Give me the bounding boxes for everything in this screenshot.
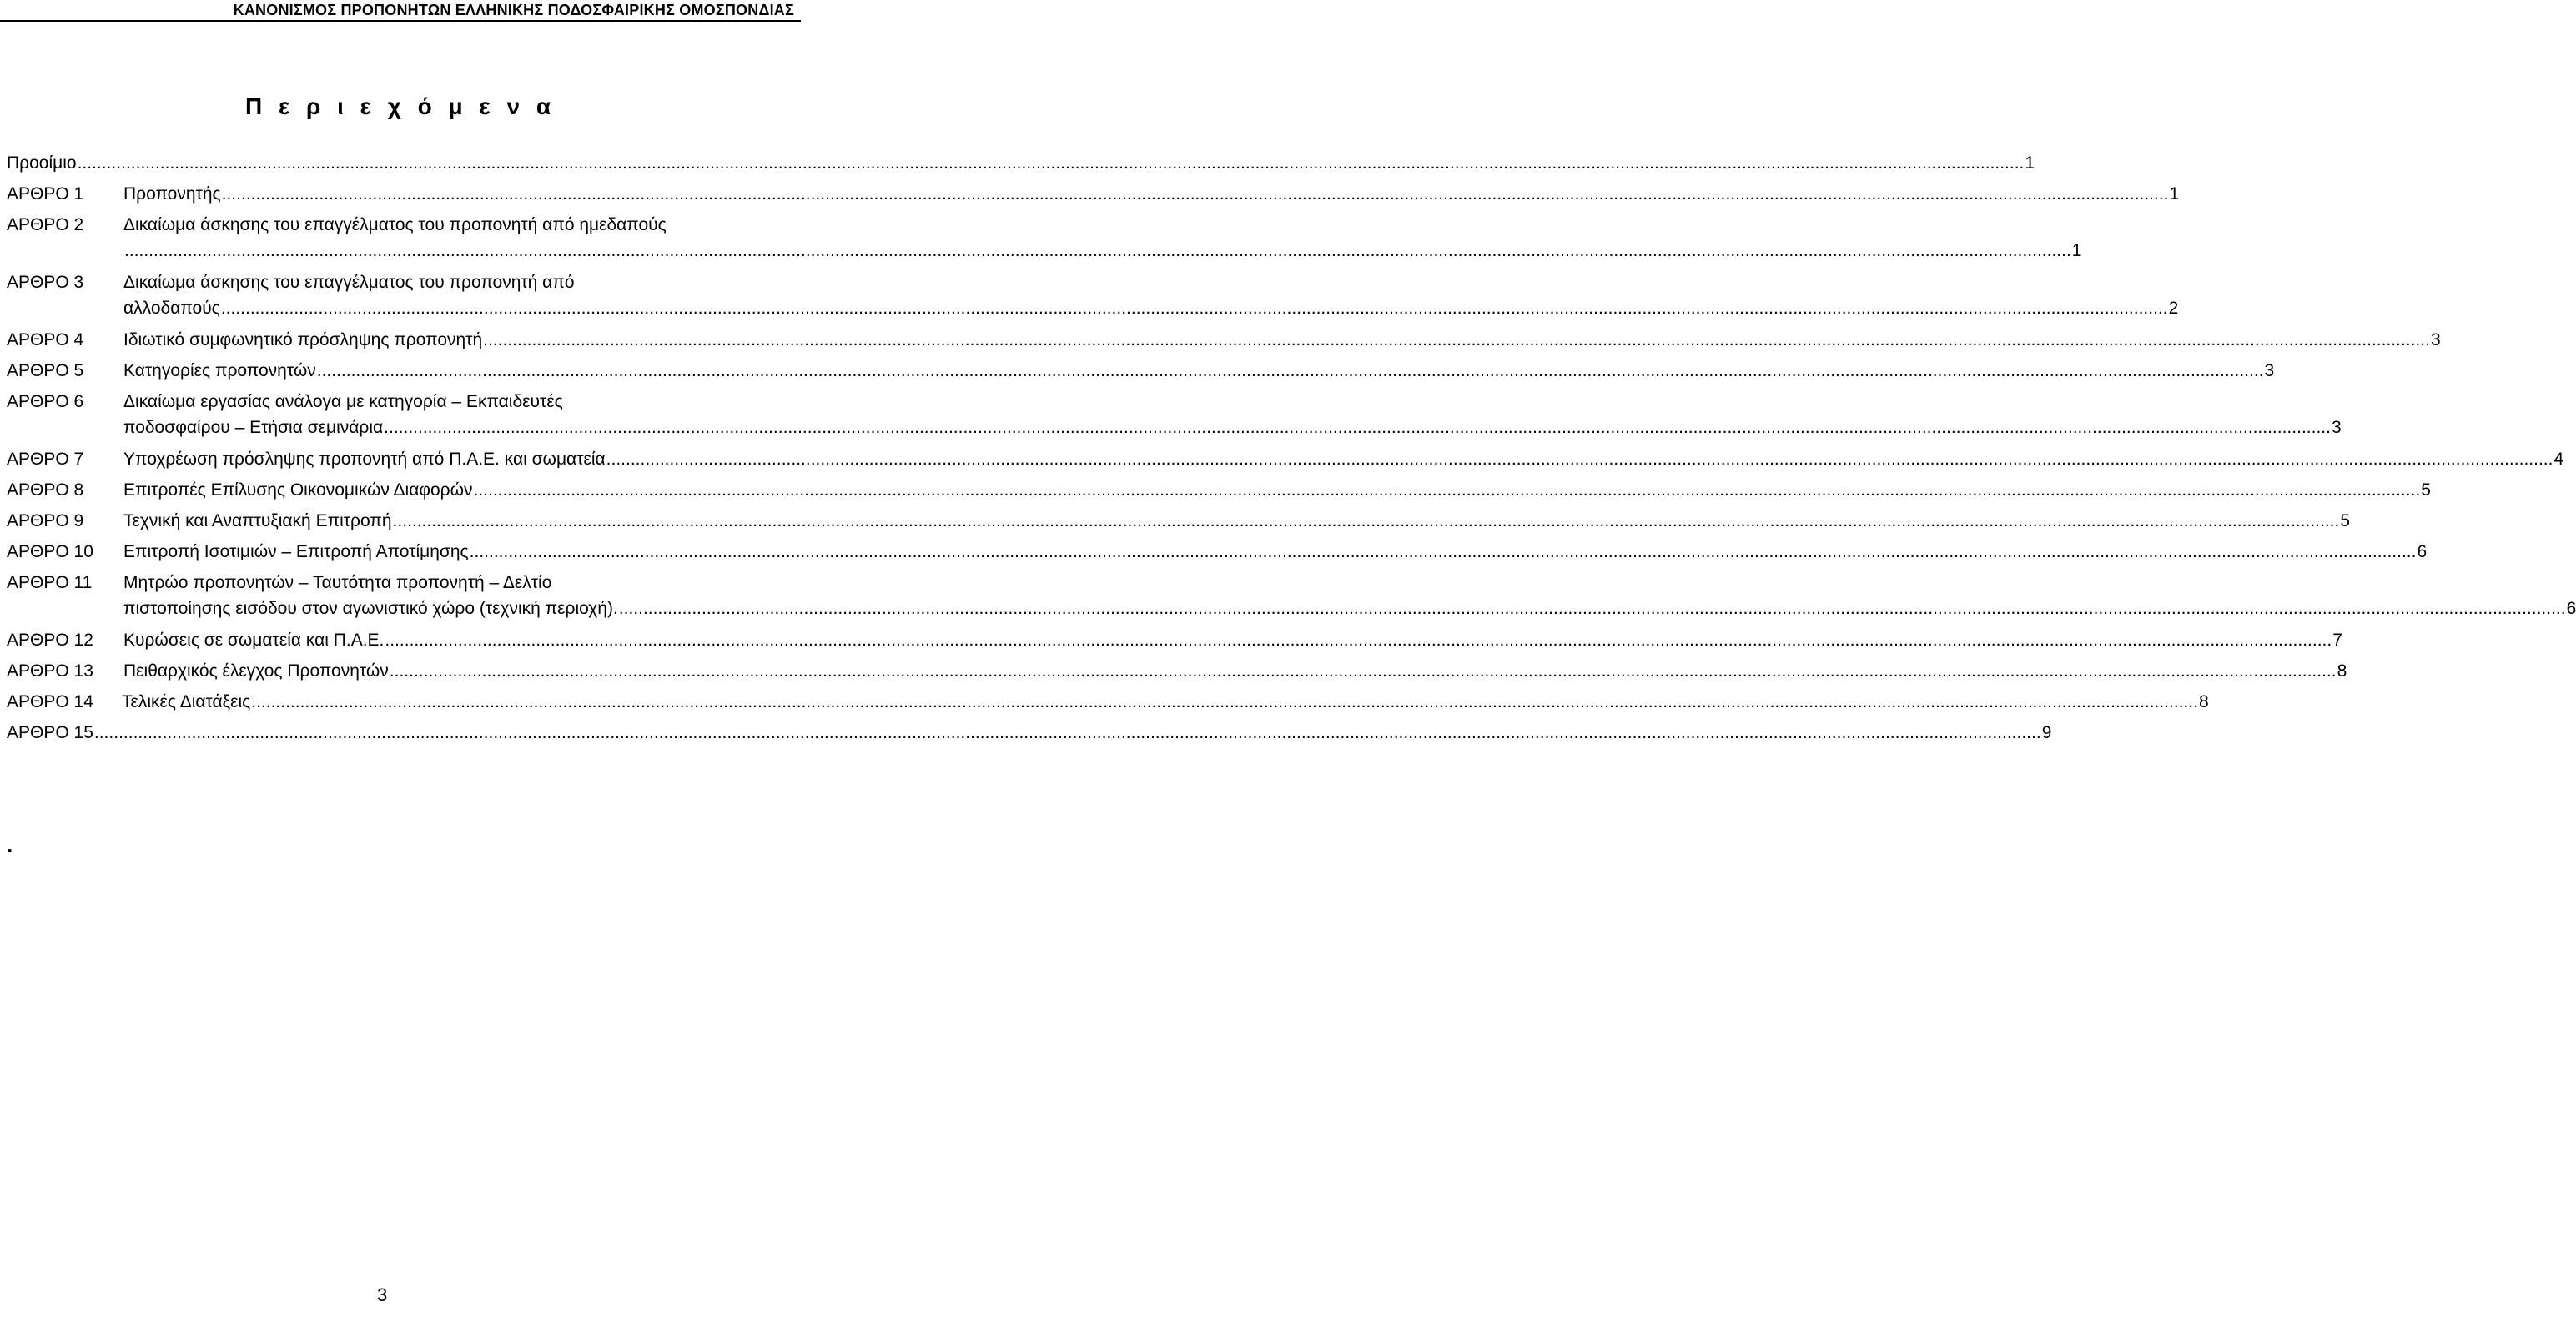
toc-entry-line: [123, 212, 794, 238]
toc-entry-line: [123, 477, 2431, 503]
toc-entry[interactable]: [7, 389, 2342, 440]
toc-entry-line: [123, 508, 2351, 534]
toc-entry-label: ΑΡΘΡΟ 4: [7, 327, 83, 353]
stray-dot: .: [7, 832, 13, 857]
toc-entry-label: ΑΡΘΡΟ 1: [7, 181, 83, 207]
dot-leader: ................................................................................................................................................................................................................................................................................................................................................................................................................: [389, 661, 2337, 681]
toc-entry-line: [123, 658, 2347, 684]
toc-entry[interactable]: [7, 358, 2275, 384]
toc-entry-line: [123, 358, 2275, 384]
dot-leader: ................................................................................................................................................................................................................................................................................................................................................................................................................: [469, 542, 2417, 561]
dot-leader: ................................................................................................................................................................................................................................................................................................................................................................................................................: [77, 153, 2025, 173]
toc-page-number: 1: [2169, 184, 2180, 204]
toc-entry[interactable]: [7, 181, 2180, 207]
toc-entry-title: Κυρώσεις σε σωματεία και Π.Α.Ε.: [123, 631, 385, 650]
toc-page-number: 8: [2337, 661, 2347, 681]
toc-entry-title: πιστοποίησης εισόδου στον αγωνιστικό χώρο (τεχνική περιοχή).: [123, 599, 618, 618]
toc-entry-line: [123, 627, 2342, 653]
toc-entry-title: Προοίμιο: [7, 153, 77, 173]
toc-page-number: 4: [2553, 450, 2564, 469]
toc-entry-title: Προπονητής: [123, 184, 221, 204]
toc-entry-label: ΑΡΘΡΟ 12: [7, 627, 93, 653]
toc-entry-line: [123, 446, 2564, 472]
toc-entry[interactable]: [7, 627, 2342, 653]
toc-entry-label: ΑΡΘΡΟ 9: [7, 508, 83, 534]
toc-entry[interactable]: [7, 570, 2576, 621]
toc-entry[interactable]: [7, 269, 2179, 321]
toc-page-number: 1: [2025, 153, 2035, 173]
toc-page-number: 7: [2332, 631, 2342, 650]
toc-entry-title: Ιδιωτικό συμφωνητικό πρόσληψης προπονητή: [123, 330, 483, 349]
toc-page-number: 1: [2071, 241, 2082, 260]
toc-entry-label: ΑΡΘΡΟ 6: [7, 389, 83, 415]
toc-entry-line: [123, 596, 2576, 621]
toc-entry-title: Επιτροπές Επίλυσης Οικονομικών Διαφορών: [123, 480, 473, 500]
toc-entry[interactable]: [7, 327, 2441, 353]
dot-leader: ................................................................................................................................................................................................................................................................................................................................................................................................................: [473, 480, 2421, 500]
toc-entry-line: [123, 539, 2428, 565]
toc-entry-title: Τελικές Διατάξεις: [122, 692, 251, 711]
toc-entry[interactable]: [7, 150, 2035, 176]
toc-page-number: 6: [2566, 599, 2576, 618]
toc-entry-title: Μητρώο προπονητών – Ταυτότητα προπονητή – Δελτίο: [123, 573, 552, 592]
dot-leader: ................................................................................................................................................................................................................................................................................................................................................................................................................: [384, 418, 2331, 437]
toc-entry-label: ΑΡΘΡΟ 13: [7, 658, 93, 684]
dot-leader: ................................................................................................................................................................................................................................................................................................................................................................................................................: [392, 511, 2340, 530]
toc-entry-line: [123, 415, 2342, 440]
toc-entry[interactable]: [7, 689, 2209, 715]
toc-entry-title: Τεχνική και Αναπτυξιακή Επιτροπή: [123, 511, 392, 530]
toc-entry-title: Δικαίωμα άσκησης του επαγγέλματος του προπονητή από: [123, 273, 575, 292]
toc-page-number: 8: [2199, 692, 2209, 711]
toc-entry-line: [123, 238, 2082, 264]
dot-leader: ................................................................................................................................................................................................................................................................................................................................................................................................................: [93, 723, 2041, 742]
dot-leader: ................................................................................................................................................................................................................................................................................................................................................................................................................: [606, 450, 2553, 469]
dot-leader: ................................................................................................................................................................................................................................................................................................................................................................................................................: [124, 241, 2071, 260]
dot-leader: ................................................................................................................................................................................................................................................................................................................................................................................................................: [618, 599, 2566, 618]
toc-entry[interactable]: [7, 477, 2431, 503]
page-number: 3: [377, 1284, 388, 1305]
toc-entry-label: ΑΡΘΡΟ 5: [7, 358, 83, 384]
toc-page-number: 3: [2264, 361, 2275, 380]
running-header: ΚΑΝΟΝΙΣΜΟΣ ΠΡΟΠΟΝΗΤΩΝ ΕΛΛΗΝΙΚΗΣ ΠΟΔΟΣΦΑΙΡΙΚΗΣ ΟΜΟΣΠΟΝΔΙΑΣ: [0, 0, 801, 22]
dot-leader: ................................................................................................................................................................................................................................................................................................................................................................................................................: [483, 330, 2430, 349]
toc-entry-label: ΑΡΘΡΟ 15: [7, 723, 93, 742]
dot-leader: ................................................................................................................................................................................................................................................................................................................................................................................................................: [251, 692, 2199, 711]
toc-page-number: 6: [2417, 542, 2428, 561]
toc-entry-title: Επιτροπή Ισοτιμιών – Επιτροπή Αποτίμησης: [123, 542, 469, 561]
toc-entry-title: Κατηγορίες προπονητών: [123, 361, 316, 380]
toc-entry-title: ποδοσφαίρου – Ετήσια σεμινάρια: [123, 418, 384, 437]
toc-entry-line: [123, 181, 2180, 207]
toc-entry-label: ΑΡΘΡΟ 8: [7, 477, 83, 503]
toc-entry-title: Πειθαρχικός έλεγχος Προπονητών: [123, 661, 389, 681]
dot-leader: ................................................................................................................................................................................................................................................................................................................................................................................................................: [316, 361, 2264, 380]
toc-entry-line: [7, 720, 2052, 746]
toc-entry-label: ΑΡΘΡΟ 11: [7, 570, 92, 596]
toc-entry-line: [123, 389, 794, 415]
toc-entry-title: Δικαίωμα εργασίας ανάλογα με κατηγορία – Εκπαιδευτές: [123, 392, 563, 411]
toc-page-number: 3: [2331, 418, 2342, 437]
toc-entry[interactable]: [7, 539, 2428, 565]
toc-entry-line: [123, 570, 794, 596]
toc-page-number: 5: [2421, 480, 2431, 500]
toc-entry[interactable]: [7, 508, 2351, 534]
toc-entry-label: ΑΡΘΡΟ 14: [7, 689, 93, 715]
toc-entry-line: [122, 689, 2209, 715]
toc-entry-title: αλλοδαπούς: [123, 299, 220, 318]
toc-entry[interactable]: [7, 658, 2347, 684]
toc-entry-label: ΑΡΘΡΟ 2: [7, 212, 83, 238]
toc-entry-line: [123, 295, 2179, 321]
dot-leader: ................................................................................................................................................................................................................................................................................................................................................................................................................: [221, 184, 2169, 204]
toc-entry-title: Υποχρέωση πρόσληψης προπονητή από Π.Α.Ε. και σωματεία: [123, 450, 606, 469]
toc-entry-line: [7, 150, 2035, 176]
dot-leader: ................................................................................................................................................................................................................................................................................................................................................................................................................: [220, 299, 2168, 318]
toc-page-number: 2: [2168, 299, 2179, 318]
toc-entry-label: ΑΡΘΡΟ 7: [7, 446, 83, 472]
toc-entry-label: ΑΡΘΡΟ 3: [7, 269, 83, 295]
dot-leader: ................................................................................................................................................................................................................................................................................................................................................................................................................: [385, 631, 2332, 650]
toc-page-number: 3: [2430, 330, 2441, 349]
toc-entry[interactable]: [7, 720, 2052, 746]
toc-entry[interactable]: [7, 212, 2082, 264]
toc-entry-line: [123, 269, 794, 295]
toc-page-number: 9: [2041, 723, 2052, 742]
toc-title: Π ε ρ ι ε χ ό μ ε ν α: [244, 93, 556, 119]
toc-entry-label: ΑΡΘΡΟ 10: [7, 539, 93, 565]
toc-page-number: 5: [2340, 511, 2351, 530]
toc-entry[interactable]: [7, 446, 2564, 472]
toc-entry-line: [123, 327, 2441, 353]
toc-entry-title: Δικαίωμα άσκησης του επαγγέλματος του προπονητή από ημεδαπούς: [123, 215, 667, 234]
